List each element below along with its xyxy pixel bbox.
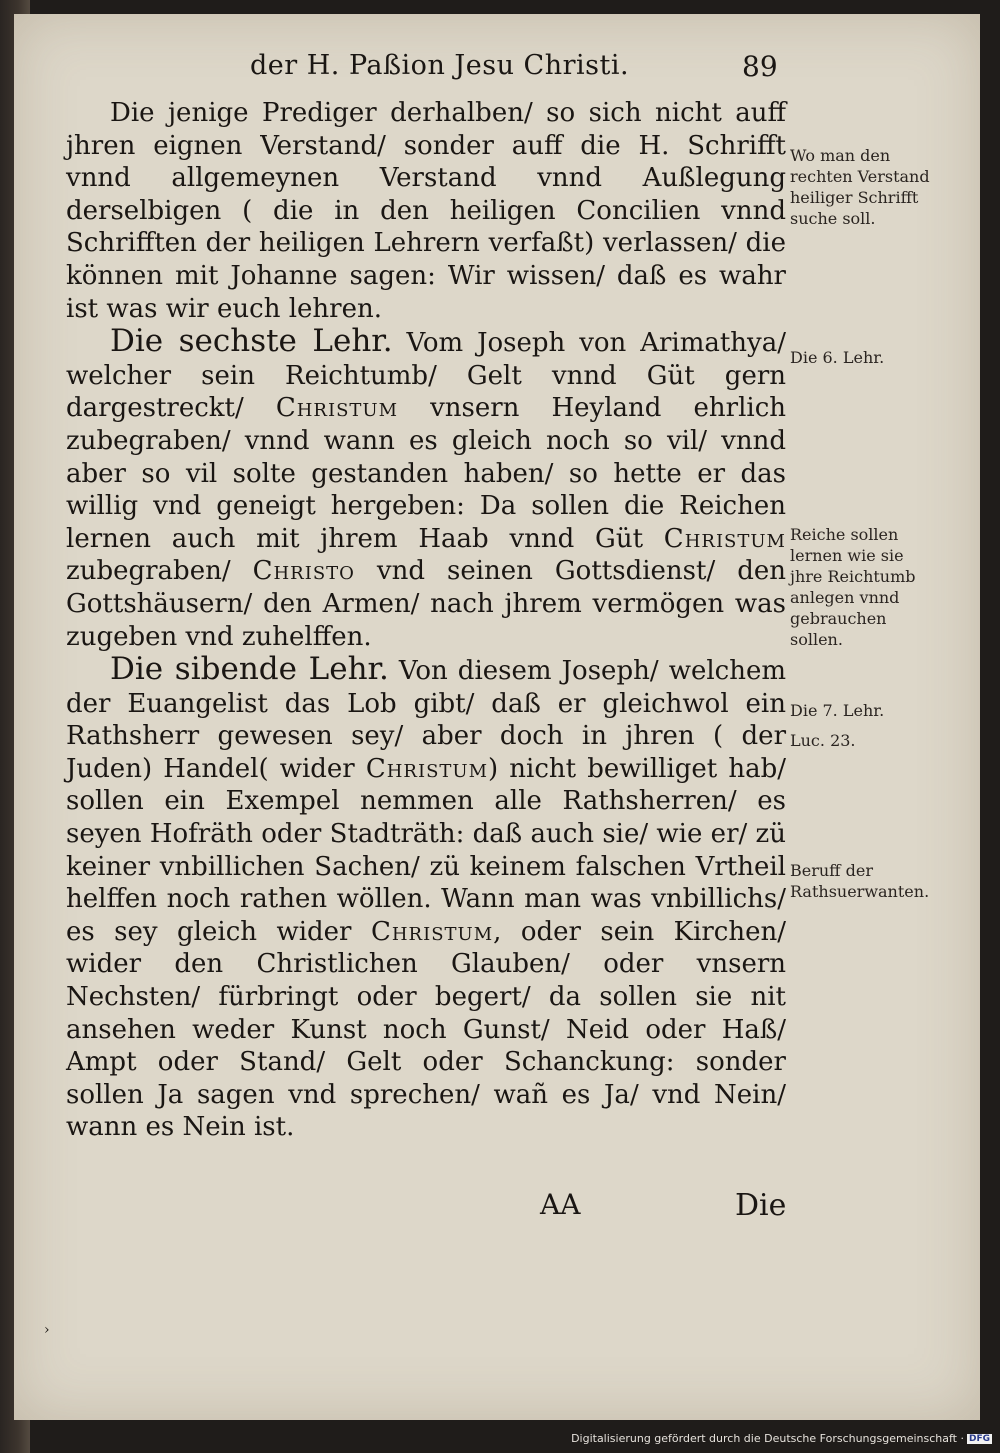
stray-mark: › [44,1322,50,1338]
lesson-heading-7: Die sibende Lehr. [110,651,389,688]
lesson-heading-6: Die sechste Lehr. [110,323,393,360]
dfg-logo-icon: DFG [968,1434,990,1444]
marginal-note-2: Die 6. Lehr. [790,348,885,367]
signature-mark: AA [540,1188,581,1221]
paragraph-1: Die jenige Prediger derhalben/ so sich nicht auff jhren eignen Verstand/ sonder auff die H. Schrifft vnnd allgemeynen Verstand vnnd Außlegung derselbigen ( die in den heiligen Concilien vnnd Schrifften der heiligen Lehrern verfaßt) verlassen/ die können mit Johanne sagen: Wir wissen/ daß es wahr ist was wir euch lehren. [66,98,786,324]
paragraph-2: Die sechste Lehr. Vom Joseph von Arimathya/ welcher sein Reichtumb/ Gelt vnnd Güt gern dargestreckt/ Christum vnsern Heyland ehrlich zubegraben/ vnnd wann es gleich noch so vil/ vnnd aber so vil solte gestanden haben/ so hette er das willig vnd geneigt hergeben: Da sollen die Reichen lernen auch mit jhrem Haab vnnd Güt Christum zubegraben/ Christo vnd seinen Gottsdienst/ den Gottshäusern/ den Armen/ nach jhrem vermögen was zugeben vnd zuhelffen. [66,323,787,652]
marginal-note-4a: Die 7. Lehr. [790,701,885,720]
footer-credit: Digitalisierung gefördert durch die Deutsche Forschungsgemeinschaft · DFG [571,1432,990,1445]
running-head: der H. Paßion Jesu Christi. [250,50,630,81]
marginal-note-4b: Luc. 23. [790,731,856,750]
page-number: 89 [742,50,778,83]
catchword: Die [735,1188,787,1223]
marginal-note-5: Beruff der Rathsuerwanten. [790,861,930,901]
paragraph-3: Die sibende Lehr. Von diesem Joseph/ welchem der Euangelist das Lob gibt/ daß er gleichwol ein Rathsherr gewesen sey/ aber doch in jhren ( der Juden) Handel( wider Christum) nicht bewilliget hab/ sollen ein Exempel nemmen alle Rathsherren/ es seyen Hofräth oder Stadträth: daß auch sie/ wie er/ zü keiner vnbillichen Sachen/ zü keinem falschen Vrtheil helffen noch rathen wöllen. Wann man was vnbillichs/ es sey gleich wider Christum, oder sein Kirchen/ wider den Christlichen Glauben/ oder vnsern Nechsten/ fürbringt oder begert/ da sollen sie nit ansehen weder Kunst noch Gunst/ Neid oder Haß/ Ampt oder Stand/ Gelt oder Schanckung: sonder sollen Ja sagen vnd sprechen/ wañ es Ja/ vnd Nein/ wann es Nein ist. [66,651,787,1143]
marginal-note-1: Wo man den rechten Verstand heiliger Schrifft suche soll. [790,146,930,228]
marginal-note-3: Reiche sollen lernen wie sie jhre Reichtumb anlegen vnnd gebrauchen sollen. [790,525,916,649]
main-text [66,97,786,1144]
